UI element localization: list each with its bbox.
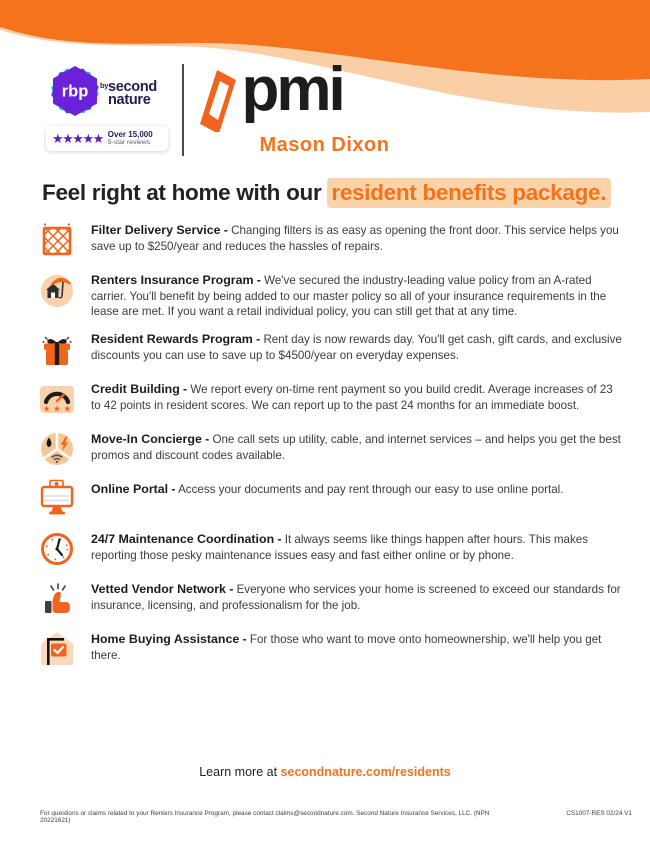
benefit-description: Access your documents and pay rent through our easy to use online portal. [178,483,564,497]
review-caption: 5-star reviews [107,139,151,147]
benefit-item-vetted-vendors [36,579,624,619]
dash: - [205,432,210,447]
umbrella-insurance-icon [36,270,78,310]
svg-text:★ ★ ★: ★ ★ ★ [42,404,72,415]
benefit-description: For those who want to move onto homeownership, we'll help you get there. [91,633,602,662]
pmi-subtitle: Mason Dixon [259,134,390,156]
headline-highlight: resident benefits package. [327,178,611,208]
five-stars-icon: ★★★★★ [52,130,103,146]
benefits-list [36,220,624,679]
pmi-logo-block [198,55,390,157]
second-nature-wordmark [100,75,157,108]
clock-icon [36,529,78,569]
credit-gauge-icon [36,379,78,419]
dash: - [229,582,234,597]
dash: - [277,532,282,547]
benefit-description: We've secured the industry-leading value policy from an A-rated carrier. You'll benefit by being added to our master policy so all of your insurance requirements in the lease are met. If you want a retail individual policy, you can still get that at any time. [91,274,607,318]
benefit-item-resident-rewards [36,329,624,369]
by-label: by [100,80,109,90]
benefit-description: It always seems like things happen after hours. This makes reporting those pesky maintenance issues easy and fast either online or by phone. [91,533,589,562]
benefit-item-renters-insurance [36,270,624,319]
rbp-logo-block [46,62,170,151]
page-title [42,180,632,206]
logo-divider [182,64,184,156]
benefit-title: Online Portal [91,482,169,497]
benefit-item-move-in-concierge [36,429,624,469]
review-badge [46,126,168,151]
rbp-badge-icon [46,62,104,120]
benefit-description: Changing filters is as easy as opening the front door. This service helps you save up to $250/year and reduces the hassles of repairs. [91,224,619,253]
house-sign-icon [36,629,78,669]
pmi-name: pmi [241,55,343,124]
benefit-title: Credit Building [91,382,180,397]
fine-print-legal: For questions or claims related to your Renters Insurance Program, please contact claims@secondnature.com. Second Nature Insurance Services, LLC. (NPN 20221621) [40,810,490,824]
benefit-description: We report every on-time rent payment so you build credit. Average increases of 23 to 42 points in resident scores. We can report up to the past 24 months for an immediate boost. [91,383,613,412]
air-filter-icon [36,220,78,260]
fine-print-code: CS1007-RES 02/24 V1 [566,810,632,817]
benefit-description: One call sets up utility, cable, and internet services – and helps you get the best promos and discount codes available. [91,433,621,462]
benefit-title: Resident Rewards Program [91,332,253,347]
dash: - [223,223,228,237]
benefit-item-home-buying [36,629,624,669]
rbp-badge-text: rbp [61,82,89,101]
review-count: Over 15,000 [107,130,153,139]
benefit-title: Move-In Concierge [91,432,202,447]
learn-more-line [0,765,650,779]
dash: - [256,273,261,287]
benefit-item-credit-building [36,379,624,419]
logo-row [46,55,390,157]
benefit-title: Vetted Vendor Network [91,582,226,597]
dash: - [242,632,247,647]
brand-word-1: second [108,78,157,95]
benefit-title: Renters Insurance Program [91,273,254,287]
benefit-title: Filter Delivery Service [91,223,221,237]
gift-box-icon [36,329,78,369]
brand-word-2: nature [108,92,151,108]
residents-link[interactable]: secondnature.com/residents [280,765,451,779]
headline-prefix: Feel right at home with our [42,180,322,205]
benefit-description: Everyone who services your home is screened to exceed our standards for insurance, licensing, and professionalism for the job. [91,583,621,612]
dash: - [256,332,261,347]
thumbs-up-icon [36,579,78,619]
benefit-item-filter-delivery [36,220,624,260]
benefit-item-online-portal [36,479,624,519]
benefit-description: Rent day is now rewards day. You'll get cash, gift cards, and exclusive discounts you can use to save up to $4500/year on everyday expenses. [91,333,622,362]
dash: - [183,382,188,397]
learn-more-prefix: Learn more at [199,765,278,779]
benefit-title: 24/7 Maintenance Coordination [91,532,275,547]
benefit-item-maintenance [36,529,624,569]
benefit-title: Home Buying Assistance [91,632,240,647]
utilities-pie-icon [36,429,78,469]
fine-print [40,810,632,824]
computer-monitor-icon [36,479,78,519]
dash: - [171,482,176,497]
pmi-logo-icon [198,68,238,132]
